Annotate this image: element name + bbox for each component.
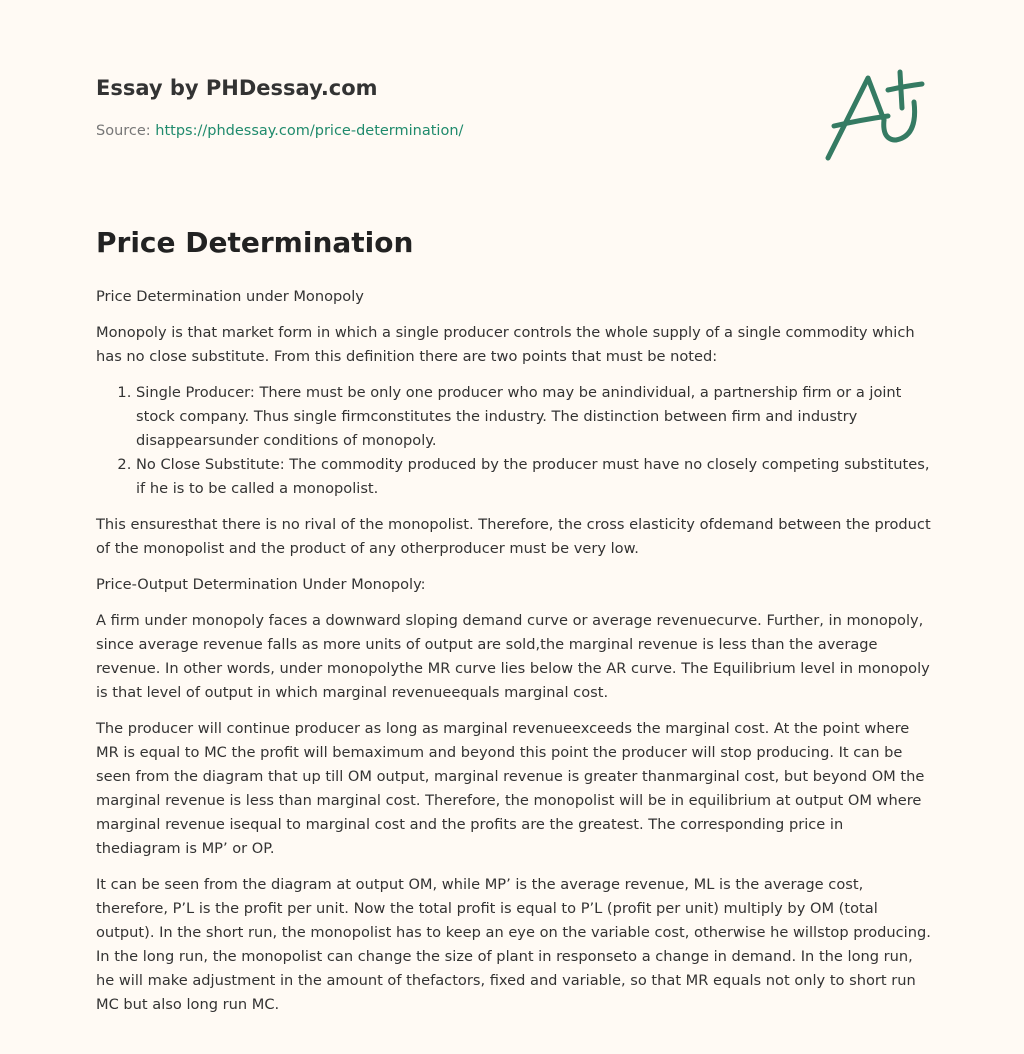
- list-item: 1. Single Producer: There must be only one producer who may be anindividual, a partnership firm or a joint stock company. Thus single firmconstitutes the industry. The distinction between firm and industry disappearsunder conditions of monopoly.: [136, 381, 932, 453]
- article-body: [96, 285, 932, 1029]
- paragraph: Monopoly is that market form in which a single producer controls the whole supply of a single commodity which has no close substitute. From this definition there are two points that must be noted:: [96, 324, 915, 365]
- source-line: [96, 123, 463, 139]
- paragraph: This ensuresthat there is no rival of the monopolist. Therefore, the cross elasticity ofdemand between the product of the monopolist and the product of any otherproducer must be very low.: [96, 516, 931, 557]
- paragraph: It can be seen from the diagram at output OM, while MP’ is the average revenue, ML is the average cost, therefore, P’L is the profit per unit. Now the total profit is equal to P’L (profit per unit) multiply by OM (total output). In the short run, the monopolist has to keep an eye on the variable cost, otherwise he willstop producing. In the long run, the monopolist can change the size of plant in responseto a change in demand. In the long run, he will make adjustment in the amount of thefactors, fixed and variable, so that MR equals not only to short run MC but also long run MC.: [96, 876, 931, 1013]
- paragraph: Price Determination under Monopoly: [96, 288, 364, 305]
- paragraph: Price-Output Determination Under Monopoly:: [96, 576, 426, 593]
- paragraph: A firm under monopoly faces a downward sloping demand curve or average revenuecurve. Further, in monopoly, since average revenue falls as more units of output are sold,the marginal revenue is less than the average revenue. In other words, under monopolythe MR curve lies below the AR curve. The Equilibrium level in monopoly is that level of output in which marginal revenueequals marginal cost.: [96, 612, 930, 701]
- source-label: Source:: [96, 123, 151, 139]
- paragraph: The producer will continue producer as long as marginal revenueexceeds the marginal cost. At the point where MR is equal to MC the profit will bemaximum and beyond this point the producer will stop producing. It can be seen from the diagram that up till OM output, marginal revenue is greater thanmarginal cost, but beyond OM the marginal revenue is less than marginal cost. Therefore, the monopolist will be in equilibrium at output OM where marginal revenue isequal to marginal cost and the profits are the greatest. The corresponding price in thediagram is MP’ or OP.: [96, 720, 925, 857]
- list-item: 2. No Close Substitute: The commodity produced by the producer must have no closely competing substitutes, if he is to be called a monopolist.: [136, 453, 932, 501]
- a-plus-logo-icon: [810, 60, 940, 170]
- numbered-list: [96, 381, 932, 501]
- site-brand: Essay by PHDessay.com: [96, 76, 378, 100]
- source-link[interactable]: https://phdessay.com/price-determination/: [155, 123, 464, 139]
- page-title: Price Determination: [96, 226, 414, 259]
